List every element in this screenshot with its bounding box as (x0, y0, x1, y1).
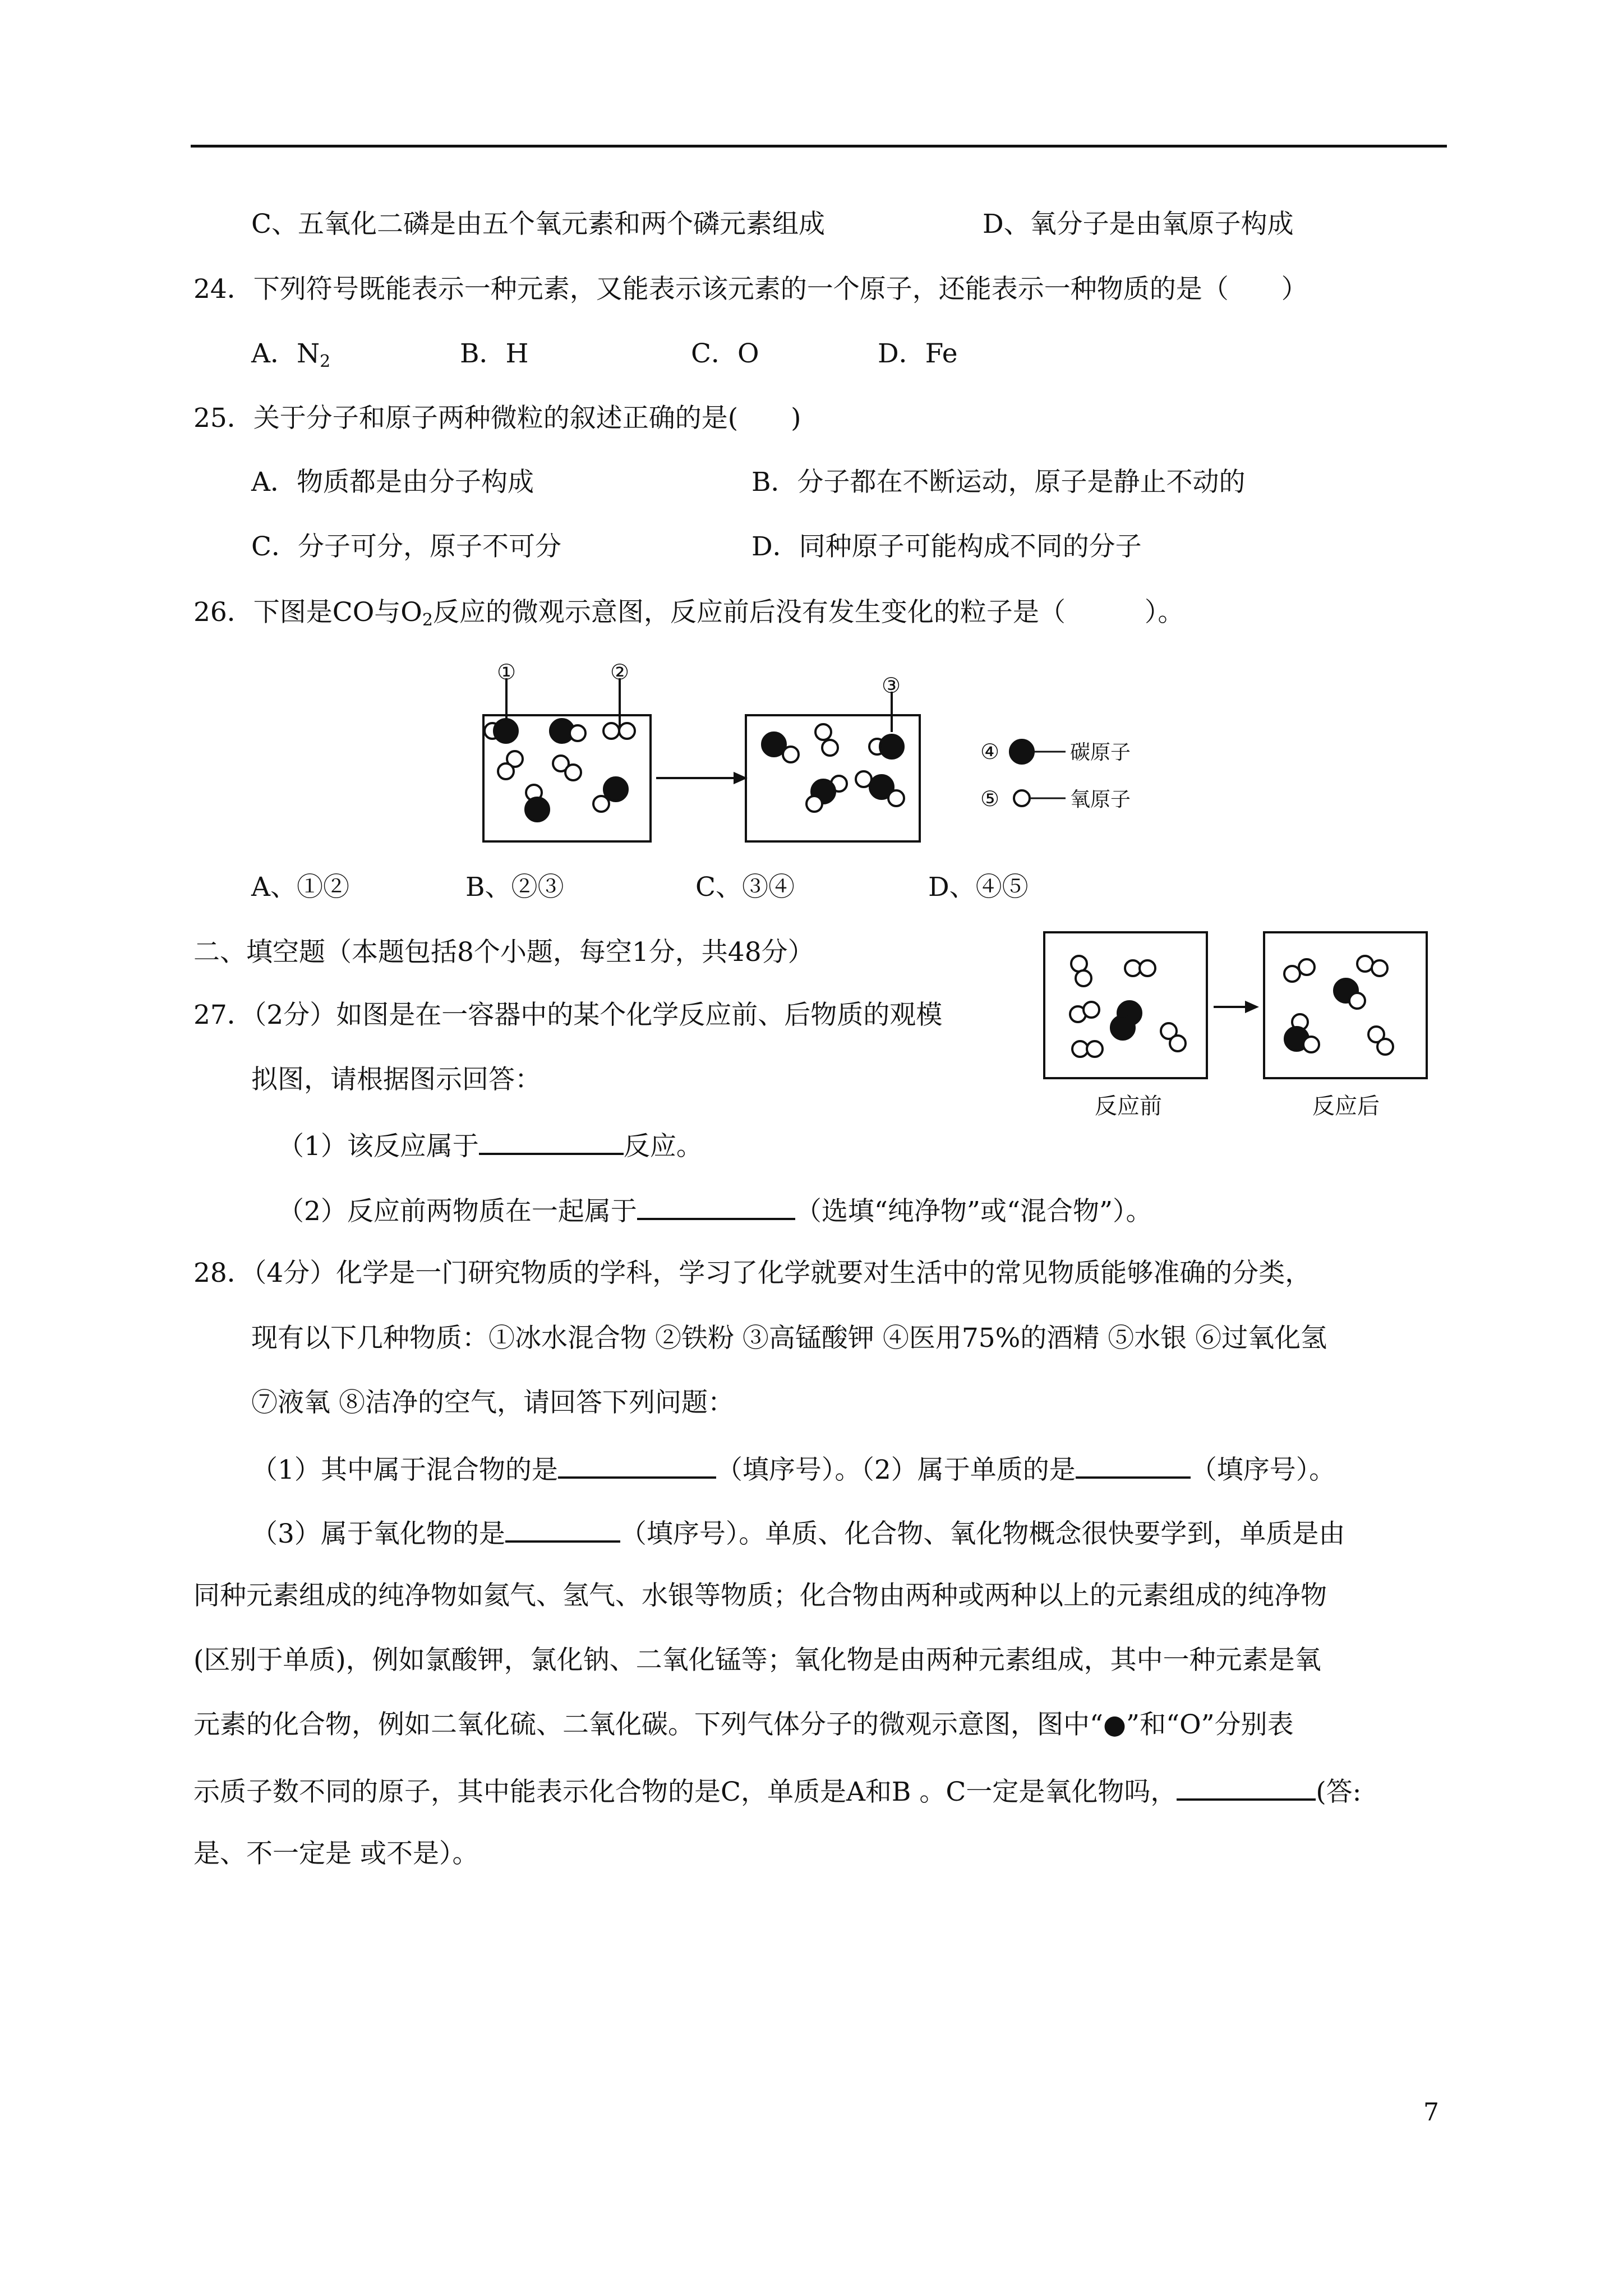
q28-stem-line3: ⑦液氧 ⑧洁净的空气，请回答下列问题： (251, 1387, 734, 1418)
q28-text-line7: (区别于单质)，例如氯酸钾，氯化钠、二氧化锰等；氧化物是由两种元素组成，其中一种元素是氧 (193, 1645, 1321, 1676)
marker-4: ④ (980, 739, 1000, 764)
q27-answer-blank-1[interactable] (479, 1127, 624, 1155)
marker-1: ① (497, 660, 517, 684)
marker-3: ③ (882, 673, 901, 698)
q24-option-c: C．O (691, 338, 759, 369)
q27-reaction-diagram (1043, 931, 1469, 1128)
q28-text-line8: 元素的化合物，例如二氧化硫、二氧化碳。下列气体分子的微观示意图，图中“●”和“O”分别表 (193, 1709, 1294, 1740)
q23-option-d: D、氧分子是由氧原子构成 (983, 209, 1294, 240)
q24-stem: 24．下列符号既能表示一种元素，又能表示该元素的一个原子，还能表示一种物质的是（ ） (193, 274, 1308, 305)
legend-oxygen: 氧原子 (1070, 788, 1131, 811)
q27-sub2: （2）反应前两物质在一起属于 （选填“纯净物”或“混合物”）。 (278, 1192, 1152, 1228)
q28-text-line9: 示质子数不同的原子，其中能表示化合物的是C，单质是A和B 。C一定是氧化物吗， (答: (193, 1773, 1362, 1809)
q26-option-b: B、②③ (465, 872, 564, 903)
q26-option-d: D、④⑤ (928, 872, 1029, 903)
q25-option-b: B．分子都在不断运动，原子是静止不动的 (751, 467, 1246, 498)
q28-answer-blank-2[interactable] (1076, 1451, 1191, 1479)
q28-answer-blank-4[interactable] (1177, 1773, 1316, 1801)
q26-reaction-diagram (471, 659, 1166, 850)
q25-option-d: D．同种原子可能构成不同的分子 (751, 531, 1142, 562)
legend-carbon: 碳原子 (1070, 741, 1131, 764)
q28-sub3: （3）属于氧化物的是 （填序号）。单质、化合物、氧化物概念很快要学到，单质是由 (251, 1515, 1345, 1551)
q25-stem: 25．关于分子和原子两种微粒的叙述正确的是( ) (193, 403, 801, 434)
section-title: 二、填空题（本题包括8个小题，每空1分，共48分） (193, 937, 814, 968)
q26-stem: 26．下图是CO与$O_2$反应的微观示意图，反应前后没有发生变化的粒子是（ ）。 (193, 597, 1184, 630)
after-label: 反应后 (1312, 1093, 1380, 1119)
q27-stem-line1: 27．（2分）如图是在一容器中的某个化学反应前、后物质的观模 (193, 1000, 943, 1030)
marker-5: ⑤ (980, 786, 1000, 811)
q27-sub1: （1）该反应属于 反应。 (278, 1127, 703, 1163)
q25-option-a: A．物质都是由分子构成 (251, 467, 534, 498)
q24-option-a: A．$N_2$ (251, 338, 331, 371)
before-label: 反应前 (1095, 1093, 1162, 1119)
page-number: 7 (1423, 2098, 1439, 2127)
q28-text-line6: 同种元素组成的纯净物如氦气、氢气、水银等物质；化合物由两种或两种以上的元素组成的纯净物 (193, 1580, 1327, 1611)
q26-option-a: A、①② (251, 872, 349, 903)
q28-stem-line2: 现有以下几种物质：①冰水混合物 ②铁粉 ③高锰酸钾 ④医用75%的酒精 ⑤水银 ⑥过氧化氢 (251, 1323, 1327, 1354)
q28-answer-blank-3[interactable] (505, 1515, 620, 1543)
q28-answer-blank-1[interactable] (558, 1451, 716, 1479)
q28-text-line10: 是、不一定是 或不是）。 (193, 1838, 479, 1869)
q24-option-d: D．Fe (878, 338, 958, 369)
header-rule (191, 145, 1447, 148)
q27-stem-line2: 拟图，请根据图示回答： (251, 1064, 541, 1095)
q28-stem-line1: 28．（4分）化学是一门研究物质的学科，学习了化学就要对生活中的常见物质能够准确的分类， (193, 1258, 1312, 1289)
q28-sub1-2: （1）其中属于混合物的是 （填序号）。（2）属于单质的是 （填序号）。 (251, 1451, 1335, 1487)
q26-option-c: C、③④ (695, 872, 795, 903)
marker-2: ② (610, 660, 630, 684)
q23-option-c: C、五氧化二磷是由五个氧元素和两个磷元素组成 (251, 209, 825, 240)
q27-answer-blank-2[interactable] (637, 1192, 795, 1220)
q25-option-c: C．分子可分，原子不可分 (251, 531, 561, 562)
q24-option-b: B．H (460, 338, 529, 369)
